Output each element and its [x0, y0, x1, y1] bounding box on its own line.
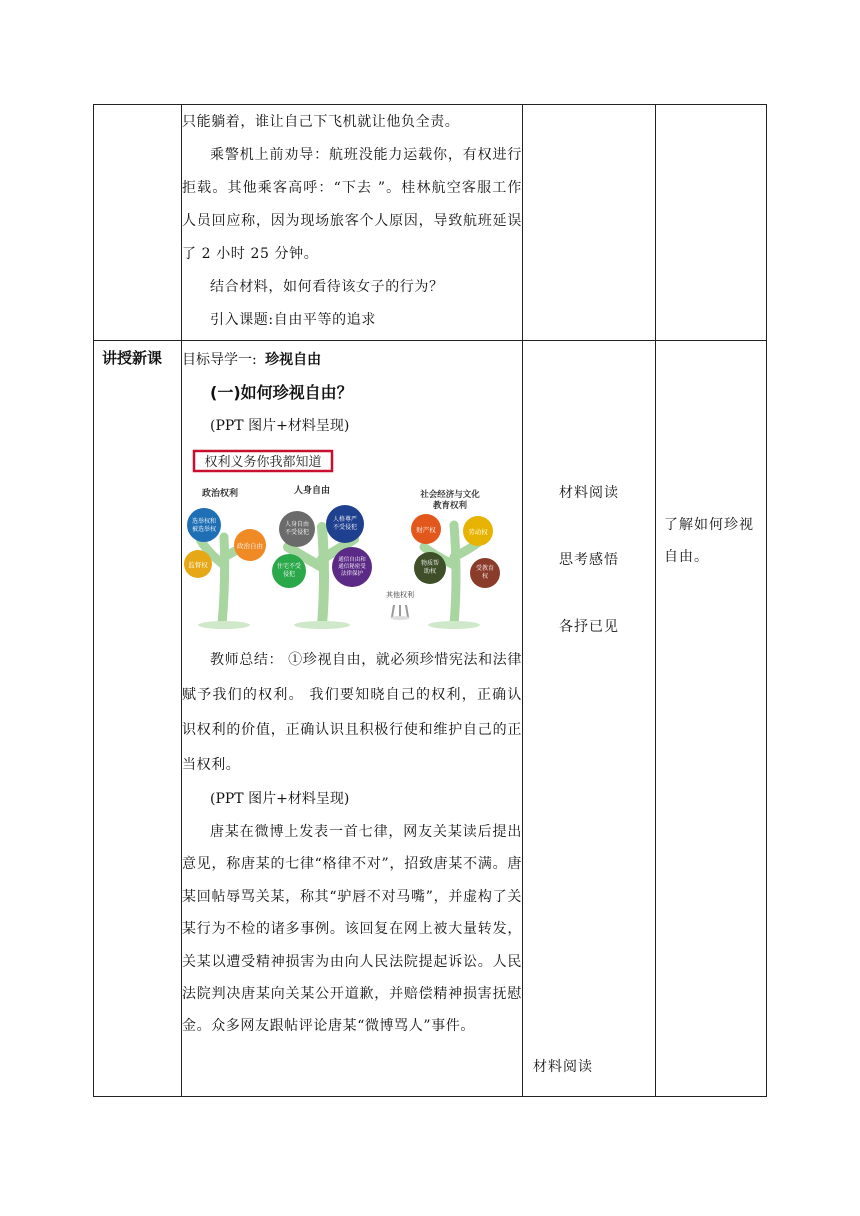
svg-text:法律保护: 法律保护 — [340, 571, 364, 577]
design-intent-text: 了解如何珍视自由。 — [664, 517, 754, 565]
svg-text:政治自由: 政治自由 — [237, 542, 263, 550]
svg-text:劳动权: 劳动权 — [468, 528, 488, 536]
intro-paragraph-1: 只能躺着，谁让自己下飞机就让他负全责。 — [182, 114, 460, 130]
goal-title: 珍视自由 — [265, 352, 322, 368]
goal-prefix: 目标导学一: — [182, 352, 257, 368]
svg-text:财产权: 财产权 — [416, 526, 436, 534]
section-heading: (一)如何珍视自由？ — [210, 383, 353, 402]
intro-paragraph-2: 乘警机上前劝导：航班没能力运载你，有权进行拒载。其他乘客高呼：“下去 ”。桂林航空客服工作人员回应称，因为现场旅客个人原因，导致航班延误了 2 小时 25 分钟。 — [182, 147, 522, 262]
activity-reading-bottom: 材料阅读 — [533, 1059, 593, 1075]
svg-text:通信秘密受: 通信秘密受 — [338, 564, 366, 570]
svg-text:受教育: 受教育 — [475, 565, 495, 572]
intro-content-cell — [182, 105, 523, 341]
table-row-intro — [94, 105, 767, 341]
activity-cell-empty — [523, 105, 656, 341]
stage-label: 讲授新课 — [102, 349, 163, 367]
svg-text:侵犯: 侵犯 — [282, 571, 296, 578]
svg-text:人身自由: 人身自由 — [284, 521, 310, 528]
svg-text:社会经济与文化: 社会经济与文化 — [420, 490, 480, 500]
teacher-summary: 教师总结： ①珍视自由，就必须珍惜宪法和法律赋予我们的权利。 我们要知晓自己的权利，正确认识权利的价值，正确认识且积极行使和维护自己的正当权利。 — [182, 652, 522, 773]
rights-tree-image — [182, 447, 505, 629]
other-rights-label: 其他权利 — [386, 591, 414, 599]
design-intent-cell — [656, 341, 767, 1097]
goal-line — [182, 343, 522, 375]
ppt-note-1: (PPT 图片+材料呈现) — [210, 418, 350, 434]
svg-text:通信自由和: 通信自由和 — [338, 557, 366, 563]
tree-title-personal: 人身自由 — [293, 486, 331, 496]
activity-reflection: 思考感悟 — [559, 552, 619, 568]
table-row-new-lesson — [94, 341, 767, 1097]
svg-text:助权: 助权 — [423, 568, 437, 575]
student-activity-cell — [523, 341, 656, 1097]
svg-text:物质帮: 物质帮 — [420, 560, 440, 567]
svg-text:权: 权 — [481, 573, 489, 580]
lesson-content-cell — [182, 341, 523, 1097]
intent-cell-empty — [656, 105, 767, 341]
lesson-plan-table — [93, 104, 767, 1097]
svg-text:住宅不受: 住宅不受 — [276, 563, 302, 570]
svg-text:监督权: 监督权 — [188, 561, 208, 569]
svg-text:人格尊严: 人格尊严 — [332, 516, 358, 523]
svg-text:教育权利: 教育权利 — [432, 501, 468, 511]
activity-discussion: 各抒已见 — [559, 619, 619, 635]
tree-title-political: 政治权利 — [201, 489, 239, 499]
case-material: 唐某在微博上发表一首七律，网友关某读后提出意见，称唐某的七律“格律不对”，招致唐某不满。唐某回帖辱骂关某，称其“驴唇不对马嘴”，并虚构了关某行为不检的诸多事例。该回复在网上被大量转发，关某以遭受精神损害为由向人民法院提起诉讼。人民法院判决唐某向关某公开道歉，并赔偿精神损害抚慰金。众多网友跟帖评论唐某“微博骂人”事件。 — [182, 824, 522, 1035]
intro-topic: 引入课题:自由平等的追求 — [210, 312, 376, 328]
ppt-note-2: (PPT 图片+材料呈现) — [210, 791, 350, 807]
svg-text:被选举权: 被选举权 — [191, 526, 217, 533]
svg-text:选举权和: 选举权和 — [191, 518, 217, 525]
stage-cell-empty — [94, 105, 182, 341]
banner-text: 权利义务你我都知道 — [204, 455, 322, 470]
stage-cell — [94, 341, 182, 1097]
svg-text:不受侵犯: 不受侵犯 — [284, 529, 310, 536]
activity-reading: 材料阅读 — [559, 485, 619, 501]
intro-question: 结合材料，如何看待该女子的行为？ — [210, 279, 444, 295]
svg-text:不受侵犯: 不受侵犯 — [332, 524, 358, 531]
